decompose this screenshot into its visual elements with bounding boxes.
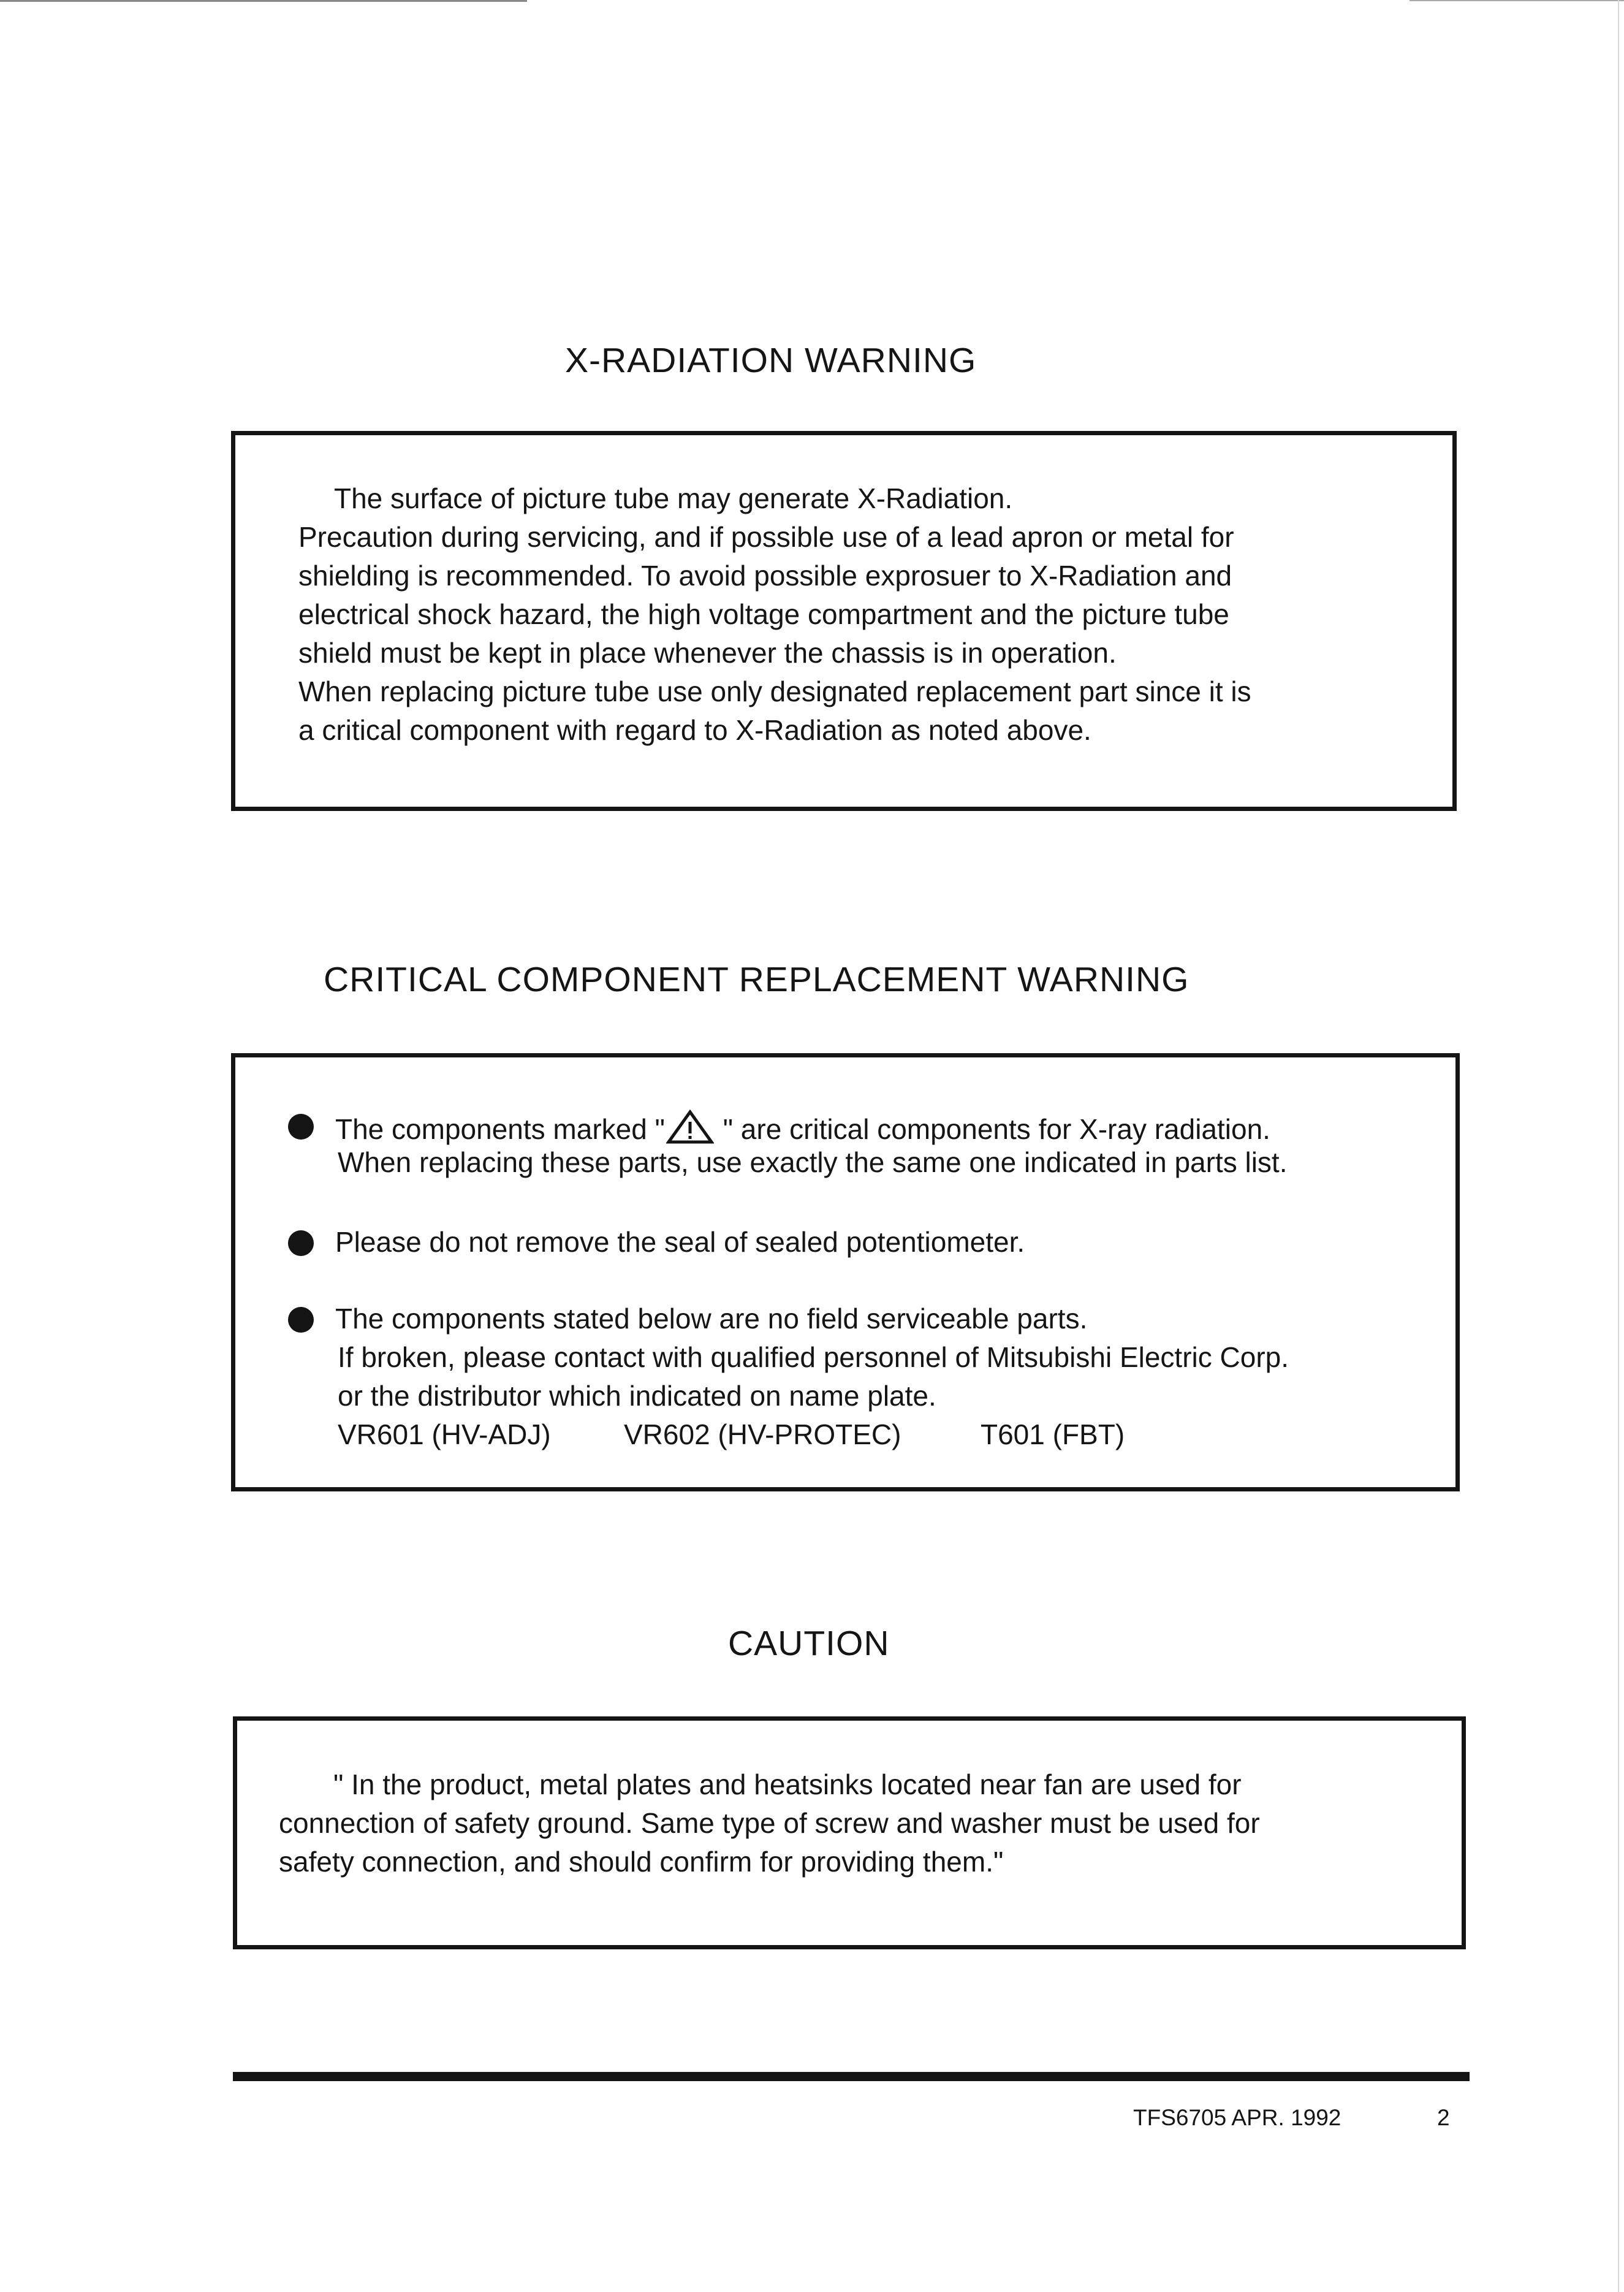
caution-line: connection of safety ground. Same type of screw and washer must be used for [279,1807,1260,1839]
part-number: VR601 (HV-ADJ) [338,1418,551,1450]
xradiation-line: When replacing picture tube use only designated replacement part since it is [298,676,1251,707]
critical-heading: CRITICAL COMPONENT REPLACEMENT WARNING [324,960,1190,999]
xradiation-line: electrical shock hazard, the high voltage compartment and the picture tube [298,598,1229,630]
critical-item-1-line-2: When replacing these parts, use exactly the same one indicated in parts list. [338,1146,1288,1178]
critical-item-3-line: or the distributor which indicated on name plate. [338,1380,936,1412]
xradiation-line: Precaution during servicing, and if possible use of a lead apron or metal for [298,521,1234,553]
footer-rule [233,2072,1470,2081]
xradiation-line: shield must be kept in place whenever the chassis is in operation. [298,637,1117,669]
part-number: VR602 (HV-PROTEC) [624,1418,901,1450]
critical-item-1-before: The components marked " [335,1113,665,1145]
caution-line: " In the product, metal plates and heatsinks located near fan are used for [333,1768,1242,1800]
xradiation-line: shielding is recommended. To avoid possible exprosuer to X-Radiation and [298,560,1232,592]
bullet-icon [288,1114,314,1140]
part-number: T601 (FBT) [981,1418,1125,1450]
warning-triangle-icon [666,1110,714,1148]
xradiation-heading: X-RADIATION WARNING [565,341,977,380]
critical-item-3-line: The components stated below are no field serviceable parts. [335,1303,1088,1334]
scan-right-edge [1618,0,1619,2292]
scan-top-rule-right [1410,0,1624,1]
critical-item-3-line: If broken, please contact with qualified personnel of Mitsubishi Electric Corp. [338,1341,1289,1373]
footer-doc-code: TFS6705 APR. 1992 [1133,2105,1341,2130]
caution-line: safety connection, and should confirm for providing them." [279,1846,1004,1878]
critical-item-1 [335,1110,1270,1148]
scan-top-rule [0,0,527,2]
critical-item-1-after: " are critical components for X-ray radiation. [715,1113,1270,1145]
bullet-icon [288,1230,314,1256]
caution-heading: CAUTION [728,1624,890,1663]
xradiation-line: The surface of picture tube may generate X-Radiation. [334,482,1013,514]
bullet-icon [288,1307,314,1333]
critical-item-2: Please do not remove the seal of sealed potentiometer. [335,1226,1025,1258]
page-number: 2 [1437,2105,1450,2130]
xradiation-line: a critical component with regard to X-Radiation as noted above. [298,714,1091,746]
